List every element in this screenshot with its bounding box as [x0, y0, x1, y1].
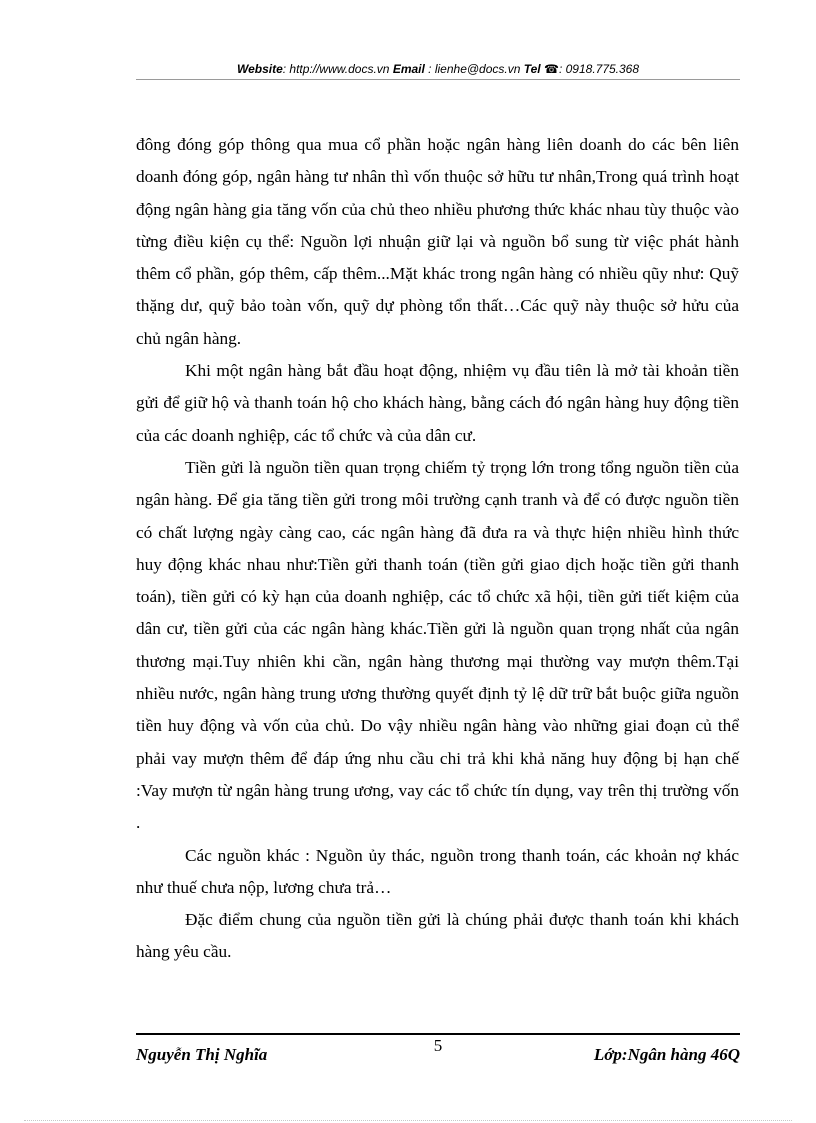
- tel-number: : 0918.775.368: [558, 62, 640, 76]
- header-divider: [136, 79, 740, 80]
- email-label: Email: [392, 62, 425, 76]
- paragraph: đông đóng góp thông qua mua cổ phần hoặc ngân hàng liên doanh do các bên liên doanh đóng góp, ngân hàng tư nhân thì vốn thuộc sở hữu tư nhân,Trong quá trình hoạt động ngân hàng gia tăng vốn của chủ theo nhiều phương thức khác nhau tùy thuộc vào từng điều kiện cụ thể: Nguồn lợi nhuận giữ lại và nguồn bổ sung từ việc phát hành thêm cổ phần, góp thêm, cấp thêm...Mặt khác trong ngân hàng có nhiều qũy như: Quỹ thặng dư, quỹ bảo toàn vốn, quỹ dự phòng tổn thất…Các quỹ này thuộc sở hửu của chủ ngân hàng.: [136, 135, 739, 348]
- page-bottom-border: [24, 1120, 792, 1121]
- paragraph: Các nguồn khác : Nguồn ủy thác, nguồn trong thanh toán, các khoản nợ khác như thuế chưa nộp, lương chưa trả…: [136, 845, 739, 897]
- document-body: [136, 129, 739, 969]
- footer-class: Lớp:Ngân hàng 46Q: [593, 1045, 740, 1064]
- footer-author: Nguyễn Thị Nghĩa: [136, 1045, 268, 1064]
- page-number: 5: [433, 1036, 443, 1055]
- paragraph: Tiền gửi là nguồn tiền quan trọng chiếm tỷ trọng lớn trong tổng nguồn tiền của ngân hàng. Để gia tăng tiền gửi trong môi trường cạnh tranh và để có được nguồn tiền có chất lượng ngày càng cao, các ngân hàng đã đưa ra và thực hiện nhiều hình thức huy động khác nhau như:Tiền gửi thanh toán (tiền gửi giao dịch hoặc tiền gửi thanh toán), tiền gửi có kỳ hạn của doanh nghiệp, các tổ chức xã hội, tiền gửi tiết kiệm của dân cư, tiền gửi của các ngân hàng khác.Tiền gửi là nguồn quan trọng nhất của ngân thương mại.Tuy nhiên khi cần, ngân hàng thương mại thường vay mượn thêm.Tại nhiều nước, ngân hàng trung ương thường quyết định tỷ lệ dữ trữ bắt buộc giữa nguồn tiền huy động và vốn của chủ. Do vậy nhiều ngân hàng vào những giai đoạn củ thể phải vay mượn thêm để đáp ứng nhu cầu chi trả khi khả năng huy động bị hạn chế :Vay mượn từ ngân hàng trung ương, vay các tổ chức tín dụng, vay trên thị trường vốn .: [136, 457, 739, 833]
- tel-label: Tel: [523, 62, 541, 76]
- email-address[interactable]: : lienhe@docs.vn: [428, 62, 521, 76]
- phone-icon: ☎: [544, 62, 559, 76]
- page-header: [136, 60, 740, 78]
- paragraph: Khi một ngân hàng bắt đầu hoạt động, nhiệm vụ đầu tiên là mở tài khoản tiền gửi để giữ hộ và thanh toán hộ cho khách hàng, bằng cách đó ngân hàng huy động tiền của các doanh nghiệp, các tổ chức và của dân cư.: [136, 361, 739, 445]
- website-label: Website: [236, 62, 283, 76]
- footer-divider: [136, 1033, 740, 1035]
- paragraph: Đặc điểm chung của nguồn tiền gửi là chúng phải được thanh toán khi khách hàng yêu cầu.: [136, 910, 739, 962]
- website-url[interactable]: : http://www.docs.vn: [282, 62, 390, 76]
